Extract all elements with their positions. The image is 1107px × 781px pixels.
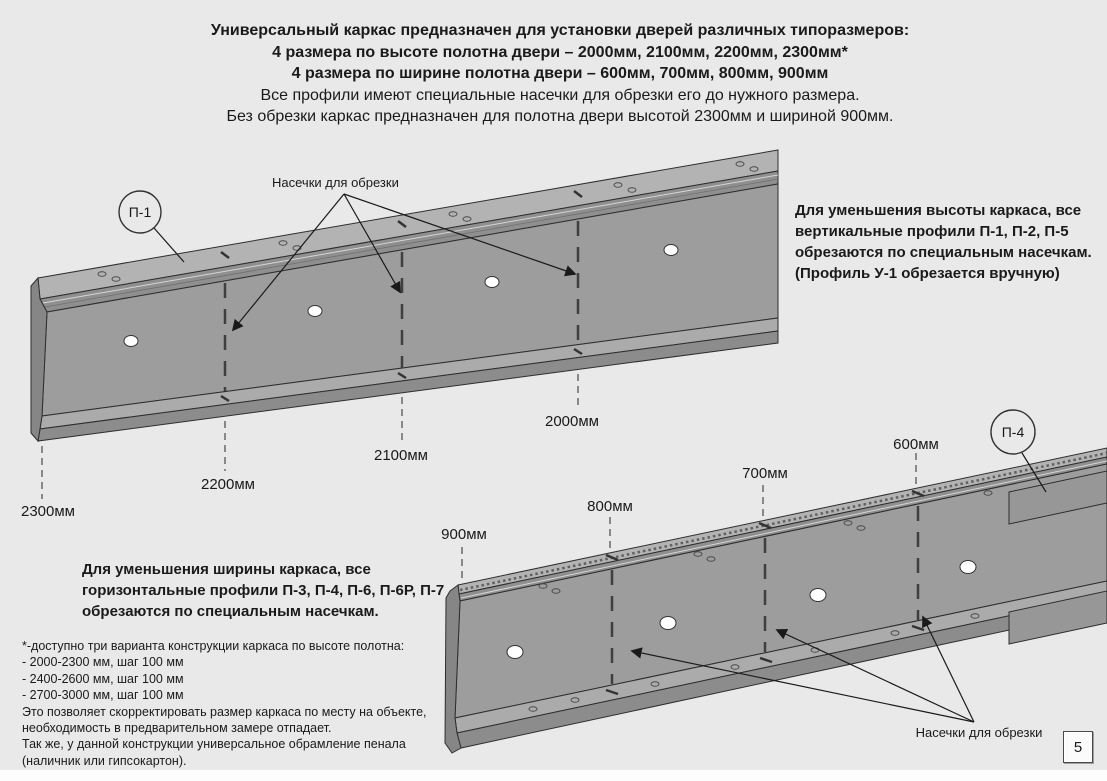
notches-label-top: Насечки для обрезки xyxy=(272,175,399,190)
profile-p4-drawing xyxy=(445,410,1107,753)
notches-label-bottom: Насечки для обрезки xyxy=(915,725,1043,740)
profile-label-p4: П-4 xyxy=(1001,424,1025,440)
note-width-line-2: горизонтальные профили П-3, П-4, П-6, П-6Р, П-7 xyxy=(82,582,445,599)
dim-label-800: 800мм xyxy=(587,498,633,515)
footnote-line-8: (наличник или гипсокартон). xyxy=(22,753,187,768)
header-line-1: Универсальный каркас предназначен для установки дверей различных типоразмеров: xyxy=(210,22,910,39)
note-height-line-4: (Профиль У-1 обрезается вручную) xyxy=(795,265,1060,282)
note-height-line-1: Для уменьшения высоты каркаса, все xyxy=(795,202,1082,219)
balloon-p1 xyxy=(119,191,184,262)
page-number: 5 xyxy=(1073,738,1083,756)
dim-label-2200: 2200мм xyxy=(201,476,255,493)
dim-label-2000: 2000мм xyxy=(545,413,599,430)
page-bottom-margin xyxy=(0,770,1107,781)
dim-label-2100: 2100мм xyxy=(374,447,428,464)
header-line-2: 4 размера по высоте полотна двери – 2000мм, 2100мм, 2200мм, 2300мм* xyxy=(272,43,848,61)
dim-label-900: 900мм xyxy=(441,526,487,543)
note-height-line-3: обрезаются по специальным насечкам. xyxy=(795,244,1092,261)
page-number-box xyxy=(1063,731,1093,763)
dim-label-2300: 2300мм xyxy=(21,503,75,520)
note-width-line-3: обрезаются по специальным насечкам. xyxy=(82,603,379,620)
header-line-4: Все профили имеют специальные насечки для обрезки его до нужного размера. xyxy=(260,86,860,104)
note-width-line-1: Для уменьшения ширины каркаса, все xyxy=(82,561,371,578)
header-line-3: 4 размера по ширине полотна двери – 600мм, 700мм, 800мм, 900мм xyxy=(291,65,829,82)
dim-label-700: 700мм xyxy=(742,465,788,482)
profile-label-p1: П-1 xyxy=(128,204,152,220)
note-width-reduction xyxy=(82,559,462,622)
note-height-line-2: вертикальные профили П-1, П-2, П-5 xyxy=(795,223,1069,240)
header-line-5: Без обрезки каркас предназначен для полотна двери высотой 2300мм и шириной 900мм. xyxy=(226,108,894,125)
footnote-line-4: - 2700-3000 мм, шаг 100 мм xyxy=(22,688,184,703)
footnote-line-6: необходимость в предварительном замере отпадает. xyxy=(22,721,332,736)
footnote-line-7: Так же, у данной конструкции универсальное обрамление пенала xyxy=(22,737,406,752)
note-height-reduction xyxy=(795,200,1095,284)
dim-label-600: 600мм xyxy=(893,436,939,453)
footnote-line-2: - 2000-2300 мм, шаг 100 мм xyxy=(22,655,184,670)
footnote-line-3: - 2400-2600 мм, шаг 100 мм xyxy=(22,671,184,686)
footnote xyxy=(22,638,452,769)
footnote-line-5: Это позволяет скорректировать размер каркаса по месту на объекте, xyxy=(22,704,427,719)
footnote-line-1: *-доступно три варианта конструкции каркаса по высоте полотна: xyxy=(22,639,405,653)
